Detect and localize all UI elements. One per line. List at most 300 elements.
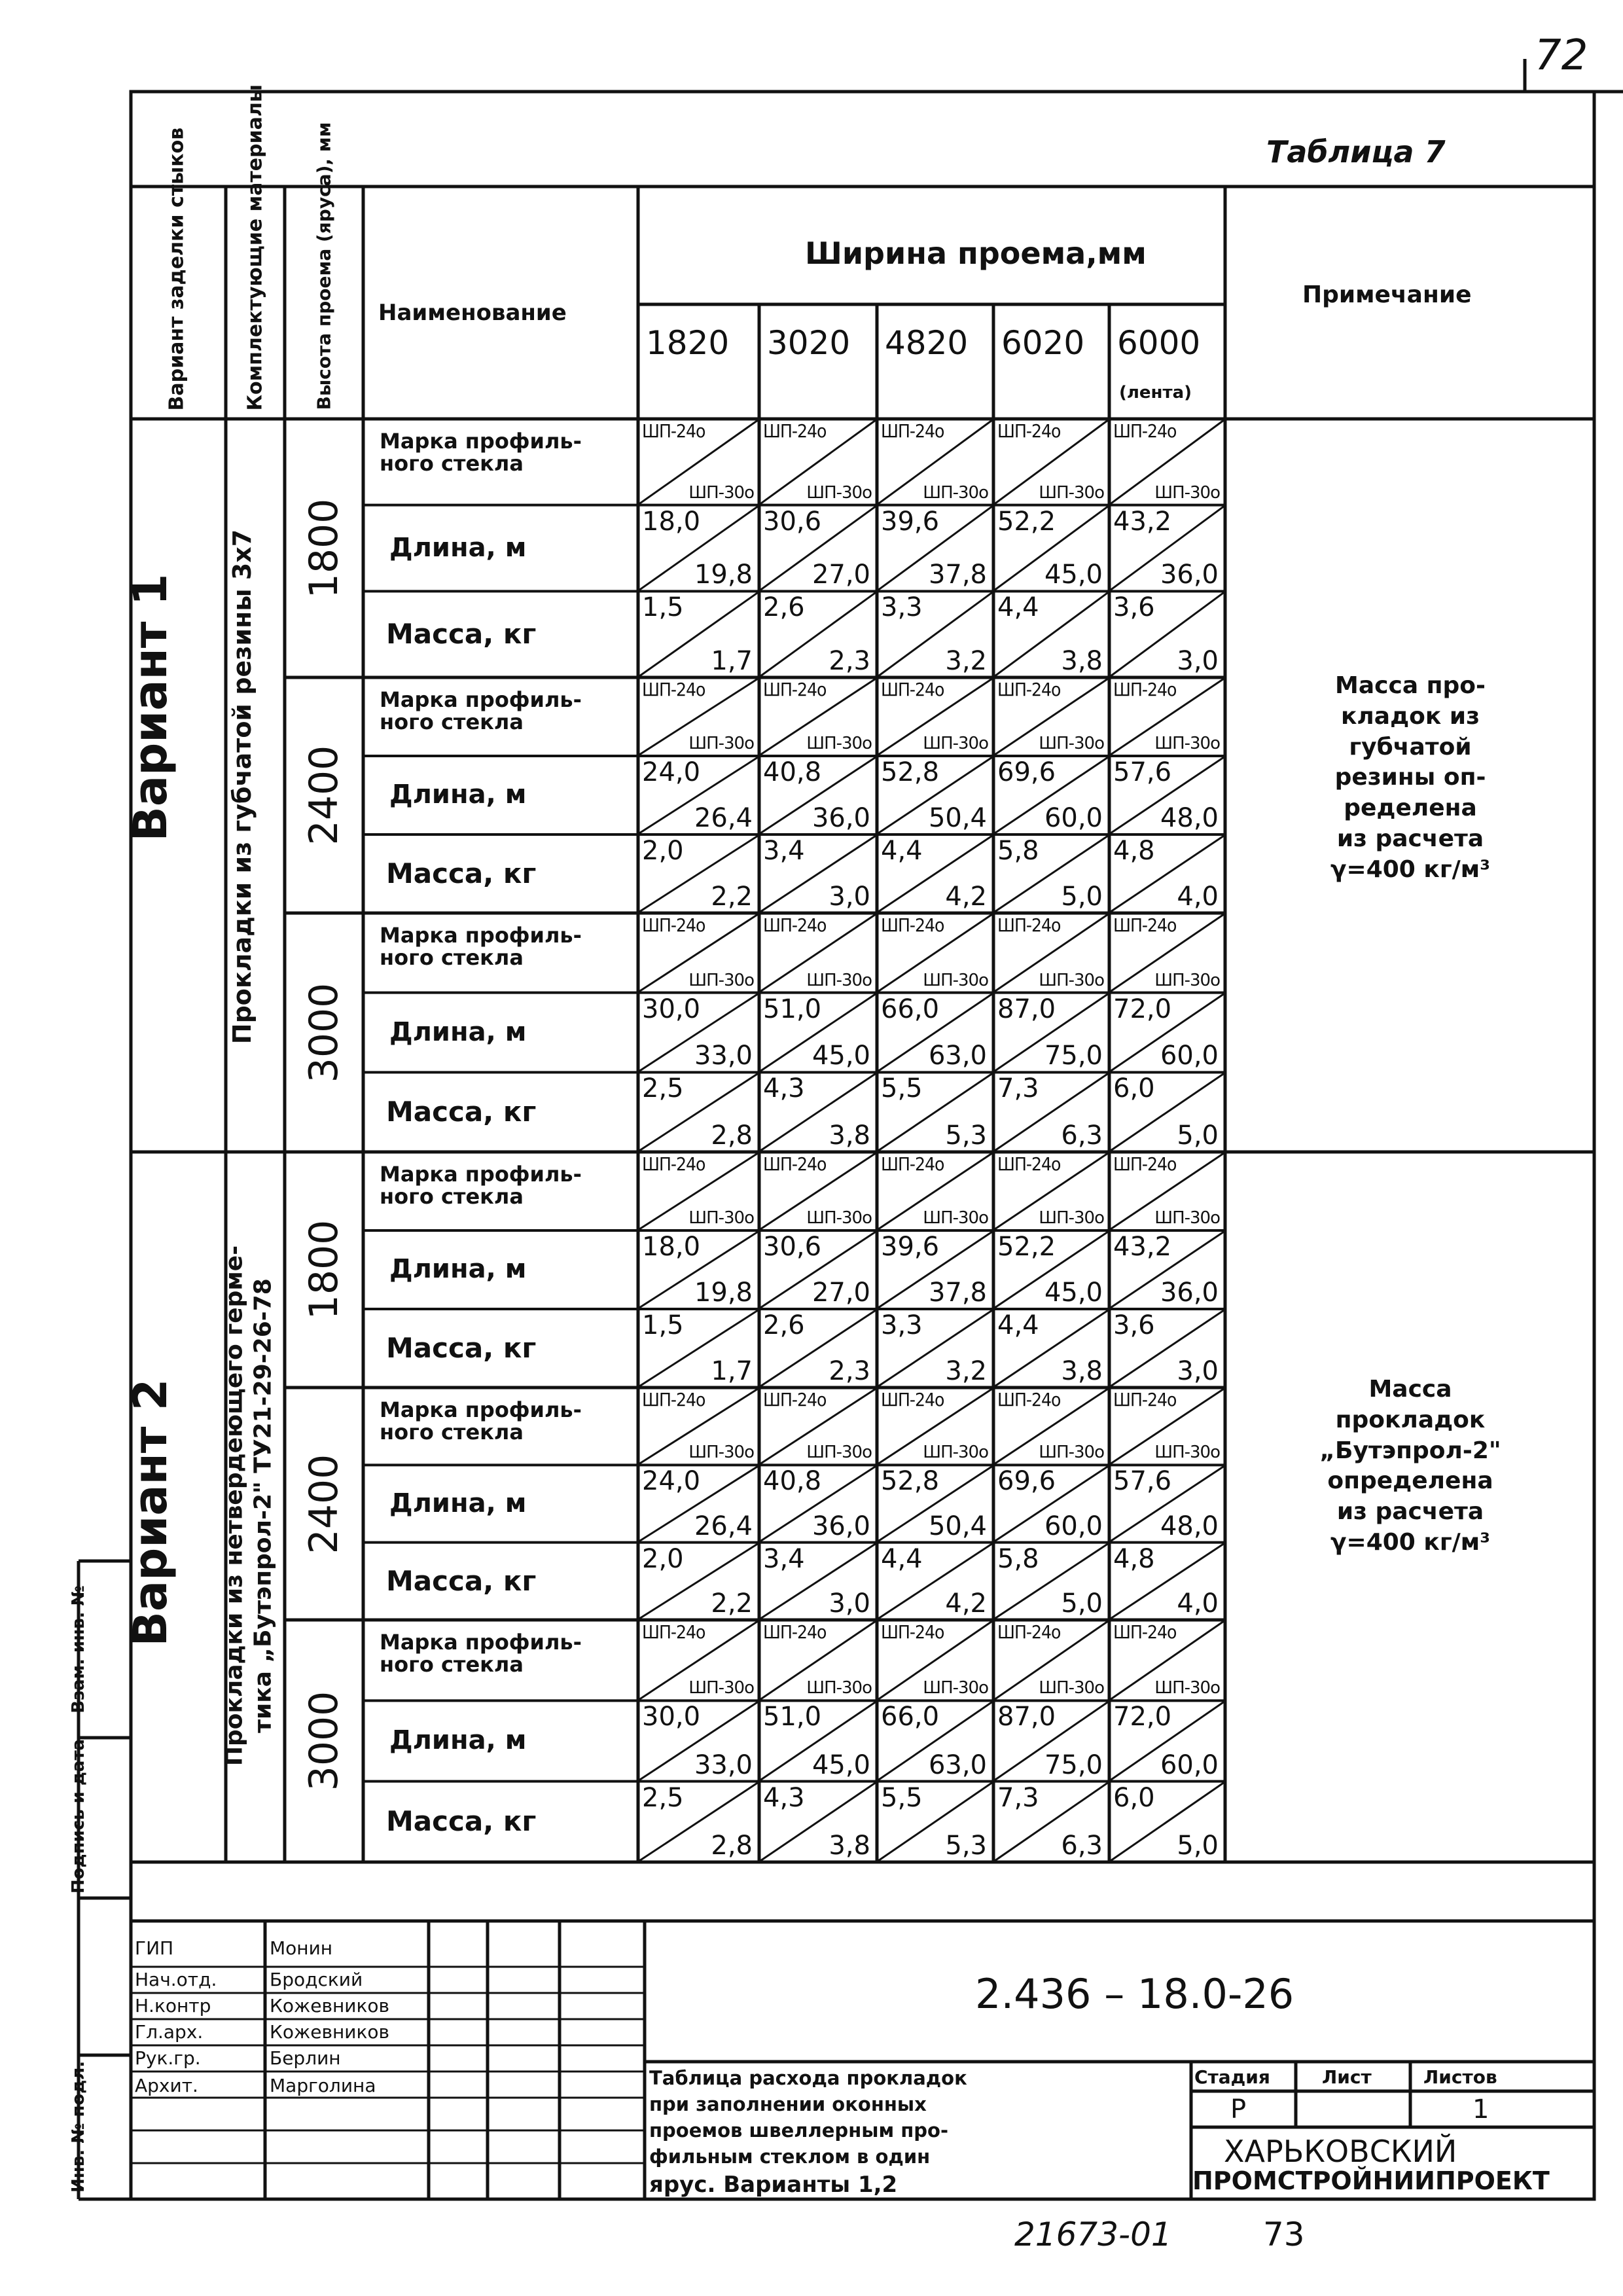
sheets-label: Листов bbox=[1423, 2066, 1497, 2088]
table-cell bbox=[877, 756, 993, 834]
cell-value-top: 1,5 bbox=[642, 1310, 684, 1340]
row-name-mass: Масса, кг bbox=[386, 857, 537, 889]
table-cell bbox=[638, 1543, 759, 1620]
table-cell bbox=[993, 677, 1109, 756]
cell-value-top: 52,2 bbox=[997, 1232, 1056, 1262]
row-name-length: Длина, м bbox=[389, 532, 527, 563]
cell-value-bottom: 2,3 bbox=[829, 1356, 870, 1386]
table-cell bbox=[1109, 1782, 1225, 1862]
cell-value-bottom: ШП-30о bbox=[923, 482, 988, 503]
sheet-label: Лист bbox=[1322, 2066, 1372, 2088]
cell-value-bottom: ШП-30о bbox=[806, 970, 872, 990]
note-line: Масса про- bbox=[1335, 672, 1486, 699]
cell-value-top: 2,6 bbox=[763, 1310, 805, 1340]
cell-value-bottom: 48,0 bbox=[1160, 1511, 1219, 1541]
doc-title-line: при заполнении оконных bbox=[649, 2093, 927, 2115]
doc-title-line: ярус. Варианты 1,2 bbox=[649, 2172, 898, 2198]
table-cell bbox=[1109, 591, 1225, 677]
cell-value-top: ШП-24о bbox=[1113, 1389, 1177, 1410]
table-cell bbox=[638, 1465, 759, 1542]
table-cell bbox=[993, 1388, 1109, 1465]
cell-value-top: 4,4 bbox=[997, 592, 1039, 623]
cell-value-bottom: ШП-30о bbox=[1039, 482, 1104, 503]
table-cell bbox=[877, 1543, 993, 1620]
table-cell bbox=[993, 1620, 1109, 1700]
cell-value-bottom: ШП-30о bbox=[688, 1208, 754, 1228]
table-cell bbox=[638, 1620, 759, 1700]
cell-value-bottom: 3,0 bbox=[829, 882, 870, 912]
table-cell bbox=[638, 677, 759, 756]
cell-value-bottom: 3,8 bbox=[1061, 1356, 1103, 1386]
cell-value-bottom: 3,8 bbox=[1061, 645, 1103, 676]
note-line: γ=400 кг/м³ bbox=[1330, 855, 1490, 883]
cell-value-top: 51,0 bbox=[763, 994, 822, 1024]
row-name-mass: Масса, кг bbox=[386, 1805, 537, 1838]
cell-value-bottom: 45,0 bbox=[1044, 560, 1103, 590]
note-line: ределена bbox=[1344, 795, 1477, 822]
table-cell bbox=[1109, 756, 1225, 834]
note-line: из расчета bbox=[1336, 825, 1484, 852]
cell-value-top: ШП-24о bbox=[642, 1621, 705, 1643]
header-name: Наименование bbox=[378, 300, 567, 326]
variant-2-materials-line2: тика „Бутэпрол-2" ТУ21-29-26-78 bbox=[249, 1278, 277, 1733]
cell-value-top: 1,5 bbox=[642, 592, 684, 623]
cell-value-bottom: 3,8 bbox=[829, 1120, 870, 1151]
cell-value-bottom: 2,8 bbox=[711, 1120, 753, 1151]
cell-value-bottom: 36,0 bbox=[812, 803, 870, 833]
cell-value-top: ШП-24о bbox=[881, 1621, 944, 1643]
cell-value-bottom: ШП-30о bbox=[688, 734, 754, 753]
cell-value-bottom: ШП-30о bbox=[1154, 1208, 1220, 1228]
cell-value-top: ШП-24о bbox=[997, 1621, 1061, 1643]
cell-value-top: ШП-24о bbox=[763, 914, 827, 936]
side-stamp-inv-orig: Инв. № подл. bbox=[69, 2060, 88, 2193]
cell-value-bottom: 4,0 bbox=[1177, 1588, 1219, 1619]
note-line: кладок из bbox=[1340, 702, 1480, 730]
table-cell bbox=[877, 677, 993, 756]
cell-value-bottom: 26,4 bbox=[694, 1511, 753, 1541]
cell-value-bottom: 33,0 bbox=[694, 1749, 753, 1780]
table-cell bbox=[993, 505, 1109, 592]
signer-name: Бродский bbox=[270, 1969, 363, 1990]
cell-value-top: 24,0 bbox=[642, 1466, 701, 1497]
table-cell bbox=[638, 913, 759, 993]
cell-value-top: 40,8 bbox=[763, 1466, 822, 1497]
cell-value-top: ШП-24о bbox=[997, 679, 1061, 700]
cell-value-bottom: 6,3 bbox=[1061, 1830, 1103, 1861]
table-cell bbox=[993, 756, 1109, 834]
cell-value-bottom: 19,8 bbox=[694, 560, 753, 590]
cell-value-bottom: ШП-30о bbox=[806, 1208, 872, 1228]
row-name-length: Длина, м bbox=[389, 1725, 527, 1755]
table-cell bbox=[1109, 677, 1225, 756]
cell-value-bottom: 36,0 bbox=[812, 1511, 870, 1541]
table-cell bbox=[993, 1152, 1109, 1230]
variant-1-note bbox=[1230, 671, 1590, 886]
table-cell bbox=[759, 677, 877, 756]
note-line: резины оп- bbox=[1334, 764, 1486, 791]
cell-value-top: 7,3 bbox=[997, 1073, 1039, 1104]
sheets-value: 1 bbox=[1472, 2094, 1489, 2125]
cell-value-bottom: ШП-30о bbox=[1039, 970, 1104, 990]
table-cell bbox=[759, 834, 877, 913]
cell-value-top: 30,0 bbox=[642, 1702, 701, 1732]
table-cell bbox=[638, 1230, 759, 1309]
table-cell bbox=[759, 1072, 877, 1152]
footer-page: 73 bbox=[1263, 2215, 1305, 2253]
doc-title-line: Таблица расхода прокладок bbox=[649, 2067, 967, 2089]
table-cell bbox=[877, 1782, 993, 1862]
cell-value-top: 69,6 bbox=[997, 1466, 1056, 1497]
cell-value-top: 18,0 bbox=[642, 506, 701, 537]
table-cell bbox=[759, 1388, 877, 1465]
row-name-brand: Марка профиль- ного стекла bbox=[380, 687, 582, 734]
cell-value-top: 4,3 bbox=[763, 1782, 805, 1813]
cell-value-top: 66,0 bbox=[881, 994, 940, 1024]
cell-value-top: 69,6 bbox=[997, 757, 1056, 787]
cell-value-top: 72,0 bbox=[1113, 994, 1172, 1024]
cell-value-bottom: 3,0 bbox=[1177, 645, 1219, 676]
row-name-mass: Масса, кг bbox=[386, 1332, 537, 1364]
table-cell bbox=[877, 1309, 993, 1388]
cell-value-top: ШП-24о bbox=[1113, 1153, 1177, 1175]
signer-role: Гл.арх. bbox=[135, 2021, 204, 2043]
signer-role: Н.контр bbox=[135, 1995, 211, 2017]
table-cell bbox=[1109, 834, 1225, 913]
cell-value-bottom: 50,4 bbox=[928, 1511, 987, 1541]
stage-value: Р bbox=[1230, 2094, 1247, 2125]
signer-role: ГИП bbox=[135, 1937, 174, 1959]
row-name-length: Длина, м bbox=[389, 780, 527, 810]
table-cell bbox=[993, 1072, 1109, 1152]
cell-value-top: 4,3 bbox=[763, 1073, 805, 1104]
cell-value-top: 43,2 bbox=[1113, 506, 1172, 537]
header-width-2: 4820 bbox=[885, 324, 969, 362]
table-cell bbox=[1109, 1620, 1225, 1700]
table-cell bbox=[638, 834, 759, 913]
table-cell bbox=[638, 756, 759, 834]
cell-value-bottom: ШП-30о bbox=[1039, 1443, 1104, 1463]
table-cell bbox=[993, 1309, 1109, 1388]
cell-value-top: 24,0 bbox=[642, 757, 701, 787]
row-name-length: Длина, м bbox=[389, 1016, 527, 1047]
table-cell bbox=[993, 1700, 1109, 1781]
table-cell bbox=[759, 505, 877, 592]
cell-value-top: ШП-24о bbox=[642, 914, 705, 936]
cell-value-top: 18,0 bbox=[642, 1232, 701, 1262]
table-cell bbox=[759, 1230, 877, 1309]
side-stamp-inv-repl: Взам. инв. № bbox=[69, 1585, 88, 1713]
org-line1: ХАРЬКОВСКИЙ bbox=[1224, 2134, 1457, 2169]
cell-value-top: 6,0 bbox=[1113, 1073, 1155, 1104]
block-height: 2400 bbox=[301, 745, 347, 846]
table-cell bbox=[759, 591, 877, 677]
cell-value-top: 30,0 bbox=[642, 994, 701, 1024]
table-cell bbox=[1109, 993, 1225, 1073]
cell-value-top: 5,5 bbox=[881, 1073, 923, 1104]
cell-value-bottom: 63,0 bbox=[928, 1041, 987, 1071]
header-materials: Комплектующие материалы bbox=[243, 84, 267, 411]
cell-value-top: 30,6 bbox=[763, 506, 822, 537]
cell-value-top: ШП-24о bbox=[642, 1389, 705, 1410]
cell-value-bottom: ШП-30о bbox=[688, 482, 754, 503]
row-name-brand: Марка профиль- ного стекла bbox=[380, 923, 582, 970]
cell-value-bottom: 60,0 bbox=[1160, 1749, 1219, 1780]
cell-value-bottom: 6,3 bbox=[1061, 1120, 1103, 1151]
cell-value-top: 39,6 bbox=[881, 506, 940, 537]
cell-value-top: ШП-24о bbox=[881, 1389, 944, 1410]
header-width-0: 1820 bbox=[646, 324, 730, 362]
table-cell bbox=[759, 1152, 877, 1230]
cell-value-bottom: 5,3 bbox=[945, 1120, 987, 1151]
cell-value-top: 2,6 bbox=[763, 592, 805, 623]
signer-name: Кожевников bbox=[270, 1995, 390, 2017]
table-cell bbox=[1109, 913, 1225, 993]
table-cell bbox=[877, 1465, 993, 1542]
cell-value-bottom: ШП-30о bbox=[1154, 482, 1220, 503]
note-line: определена bbox=[1327, 1467, 1493, 1495]
cell-value-top: 3,3 bbox=[881, 592, 923, 623]
table-cell bbox=[993, 591, 1109, 677]
page-number: 72 bbox=[1535, 31, 1588, 80]
cell-value-top: 43,2 bbox=[1113, 1232, 1172, 1262]
cell-value-bottom: ШП-30о bbox=[806, 734, 872, 753]
cell-value-bottom: ШП-30о bbox=[1039, 734, 1104, 753]
row-name-length: Длина, м bbox=[389, 1254, 527, 1284]
cell-value-bottom: ШП-30о bbox=[923, 1443, 988, 1463]
cell-value-top: 57,6 bbox=[1113, 757, 1172, 787]
cell-value-bottom: ШП-30о bbox=[806, 1443, 872, 1463]
cell-value-bottom: 60,0 bbox=[1160, 1041, 1219, 1071]
doc-title-line: фильным стеклом в один bbox=[649, 2145, 931, 2168]
cell-value-bottom: 4,0 bbox=[1177, 882, 1219, 912]
cell-value-bottom: 37,8 bbox=[928, 1278, 987, 1308]
cell-value-top: ШП-24о bbox=[1113, 679, 1177, 700]
cell-value-bottom: 3,2 bbox=[945, 645, 987, 676]
cell-value-bottom: ШП-30о bbox=[923, 970, 988, 990]
signer-name: Кожевников bbox=[270, 2021, 390, 2043]
cell-value-top: ШП-24о bbox=[997, 1389, 1061, 1410]
table-cell bbox=[759, 1465, 877, 1542]
cell-value-top: 2,0 bbox=[642, 1543, 684, 1574]
cell-value-top: ШП-24о bbox=[763, 1153, 827, 1175]
header-width-1: 3020 bbox=[767, 324, 851, 362]
note-line: губчатой bbox=[1349, 733, 1472, 761]
table-cell bbox=[993, 419, 1109, 505]
cell-value-top: ШП-24о bbox=[1113, 420, 1177, 442]
row-name-length: Длина, м bbox=[389, 1488, 527, 1518]
cell-value-top: 39,6 bbox=[881, 1232, 940, 1262]
table-cell bbox=[877, 591, 993, 677]
cell-value-top: ШП-24о bbox=[763, 420, 827, 442]
table-cell bbox=[638, 993, 759, 1073]
cell-value-bottom: ШП-30о bbox=[806, 482, 872, 503]
cell-value-top: 2,5 bbox=[642, 1073, 684, 1104]
cell-value-bottom: ШП-30о bbox=[1039, 1208, 1104, 1228]
cell-value-top: 52,8 bbox=[881, 757, 940, 787]
header-note: Примечание bbox=[1302, 281, 1472, 308]
cell-value-top: 4,8 bbox=[1113, 1543, 1155, 1574]
cell-value-bottom: 5,0 bbox=[1177, 1830, 1219, 1861]
row-name-mass: Масса, кг bbox=[386, 1096, 537, 1128]
doc-code: 2.436 – 18.0-26 bbox=[975, 1970, 1294, 2018]
block-height: 3000 bbox=[301, 982, 347, 1083]
cell-value-top: 87,0 bbox=[997, 1702, 1056, 1732]
header-variant: Вариант заделки стыков bbox=[165, 127, 188, 411]
header-width-3: 6020 bbox=[1001, 324, 1085, 362]
cell-value-top: ШП-24о bbox=[997, 1153, 1061, 1175]
cell-value-bottom: 75,0 bbox=[1044, 1041, 1103, 1071]
table-cell bbox=[877, 834, 993, 913]
doc-title-line: проемов швеллерным про- bbox=[649, 2119, 949, 2142]
cell-value-bottom: 45,0 bbox=[812, 1749, 870, 1780]
table-cell bbox=[1109, 1700, 1225, 1781]
table-cell bbox=[993, 993, 1109, 1073]
cell-value-top: 66,0 bbox=[881, 1702, 940, 1732]
block-height: 1800 bbox=[301, 498, 347, 598]
cell-value-top: 5,5 bbox=[881, 1782, 923, 1813]
table-title: Таблица 7 bbox=[1266, 134, 1446, 170]
table-cell bbox=[993, 834, 1109, 913]
table-cell bbox=[993, 1230, 1109, 1309]
table-cell bbox=[638, 1152, 759, 1230]
cell-value-top: ШП-24о bbox=[997, 420, 1061, 442]
table-cell bbox=[759, 913, 877, 993]
table-cell bbox=[1109, 1388, 1225, 1465]
cell-value-bottom: 4,2 bbox=[945, 1588, 987, 1619]
cell-value-bottom: 2,2 bbox=[711, 1588, 753, 1619]
table-cell bbox=[638, 591, 759, 677]
cell-value-top: ШП-24о bbox=[1113, 914, 1177, 936]
cell-value-top: ШП-24о bbox=[763, 1389, 827, 1410]
cell-value-top: 2,5 bbox=[642, 1782, 684, 1813]
table-cell bbox=[877, 1388, 993, 1465]
cell-value-bottom: 36,0 bbox=[1160, 560, 1219, 590]
table-cell bbox=[877, 419, 993, 505]
cell-value-top: 2,0 bbox=[642, 836, 684, 866]
note-line: γ=400 кг/м³ bbox=[1330, 1528, 1490, 1556]
cell-value-top: 3,6 bbox=[1113, 592, 1155, 623]
table-cell bbox=[1109, 505, 1225, 592]
row-name-brand: Марка профиль- ного стекла bbox=[380, 1630, 582, 1677]
cell-value-bottom: 27,0 bbox=[812, 1278, 870, 1308]
table-cell bbox=[1109, 1152, 1225, 1230]
cell-value-top: 4,8 bbox=[1113, 836, 1155, 866]
cell-value-top: 52,2 bbox=[997, 506, 1056, 537]
table-cell bbox=[1109, 1543, 1225, 1620]
cell-value-bottom: 48,0 bbox=[1160, 803, 1219, 833]
stage-label: Стадия bbox=[1194, 2066, 1270, 2088]
cell-value-bottom: ШП-30о bbox=[923, 734, 988, 753]
cell-value-top: 5,8 bbox=[997, 1543, 1039, 1574]
cell-value-bottom: 33,0 bbox=[694, 1041, 753, 1071]
cell-value-top: 87,0 bbox=[997, 994, 1056, 1024]
cell-value-top: 30,6 bbox=[763, 1232, 822, 1262]
table-cell bbox=[638, 1072, 759, 1152]
cell-value-bottom: 26,4 bbox=[694, 803, 753, 833]
table-cell bbox=[638, 505, 759, 592]
cell-value-top: 57,6 bbox=[1113, 1466, 1172, 1497]
cell-value-bottom: 27,0 bbox=[812, 560, 870, 590]
row-name-brand: Марка профиль- ного стекла bbox=[380, 1162, 582, 1209]
note-line: Масса bbox=[1368, 1376, 1452, 1403]
cell-value-bottom: 1,7 bbox=[711, 645, 753, 676]
signer-role: Нач.отд. bbox=[135, 1969, 217, 1990]
cell-value-bottom: 3,0 bbox=[829, 1588, 870, 1619]
cell-value-bottom: 19,8 bbox=[694, 1278, 753, 1308]
cell-value-top: 3,4 bbox=[763, 836, 805, 866]
variant-1-label: Вариант 1 bbox=[124, 573, 177, 842]
cell-value-top: ШП-24о bbox=[881, 914, 944, 936]
cell-value-top: ШП-24о bbox=[1113, 1621, 1177, 1643]
cell-value-bottom: 75,0 bbox=[1044, 1749, 1103, 1780]
cell-value-bottom: 5,0 bbox=[1177, 1120, 1219, 1151]
cell-value-bottom: 5,3 bbox=[945, 1830, 987, 1861]
cell-value-bottom: 1,7 bbox=[711, 1356, 753, 1386]
table-cell bbox=[759, 756, 877, 834]
table-cell bbox=[759, 1782, 877, 1862]
cell-value-bottom: ШП-30о bbox=[688, 1678, 754, 1698]
table-cell bbox=[877, 1700, 993, 1781]
cell-value-bottom: ШП-30о bbox=[923, 1678, 988, 1698]
cell-value-top: 51,0 bbox=[763, 1702, 822, 1732]
signer-role: Рук.гр. bbox=[135, 2047, 201, 2069]
signer-name: Берлин bbox=[270, 2047, 341, 2069]
cell-value-top: ШП-24о bbox=[642, 679, 705, 700]
cell-value-bottom: 63,0 bbox=[928, 1749, 987, 1780]
table-cell bbox=[877, 1230, 993, 1309]
cell-value-top: 7,3 bbox=[997, 1782, 1039, 1813]
table-cell bbox=[638, 1309, 759, 1388]
variant-2-note bbox=[1230, 1374, 1590, 1558]
row-name-brand: Марка профиль- ного стекла bbox=[380, 429, 582, 476]
row-name-brand: Марка профиль- ного стекла bbox=[380, 1397, 582, 1444]
table-cell bbox=[877, 1072, 993, 1152]
cell-value-bottom: 3,8 bbox=[829, 1830, 870, 1861]
cell-value-bottom: ШП-30о bbox=[688, 1443, 754, 1463]
cell-value-bottom: 5,0 bbox=[1061, 1588, 1103, 1619]
cell-value-bottom: 50,4 bbox=[928, 803, 987, 833]
table-cell bbox=[993, 1782, 1109, 1862]
cell-value-bottom: ШП-30о bbox=[1154, 1678, 1220, 1698]
table-cell bbox=[1109, 1309, 1225, 1388]
signer-name: Монин bbox=[270, 1937, 333, 1959]
signer-name: Марголина bbox=[270, 2075, 376, 2096]
cell-value-top: 6,0 bbox=[1113, 1782, 1155, 1813]
cell-value-top: 40,8 bbox=[763, 757, 822, 787]
cell-value-top: 4,4 bbox=[881, 836, 923, 866]
cell-value-top: ШП-24о bbox=[997, 914, 1061, 936]
cell-value-bottom: 5,0 bbox=[1061, 882, 1103, 912]
variant-1-materials: Прокладки из губчатой резины 3x7 bbox=[228, 529, 257, 1045]
variant-2-label: Вариант 2 bbox=[124, 1378, 177, 1647]
row-name-mass: Масса, кг bbox=[386, 1564, 537, 1597]
header-width-4: 6000 bbox=[1117, 324, 1201, 362]
table-cell bbox=[759, 1700, 877, 1781]
table-cell bbox=[877, 913, 993, 993]
header-width-note: (лента) bbox=[1119, 383, 1192, 403]
cell-value-top: 4,4 bbox=[881, 1543, 923, 1574]
table-cell bbox=[759, 1620, 877, 1700]
cell-value-bottom: ШП-30о bbox=[923, 1208, 988, 1228]
variant-2-materials-line1: Прокладки из нетвердеющего герме- bbox=[221, 1245, 248, 1767]
cell-value-bottom: 36,0 bbox=[1160, 1278, 1219, 1308]
cell-value-top: ШП-24о bbox=[642, 420, 705, 442]
cell-value-bottom: ШП-30о bbox=[688, 970, 754, 990]
cell-value-top: 52,8 bbox=[881, 1466, 940, 1497]
table-cell bbox=[1109, 1072, 1225, 1152]
cell-value-bottom: 2,3 bbox=[829, 645, 870, 676]
